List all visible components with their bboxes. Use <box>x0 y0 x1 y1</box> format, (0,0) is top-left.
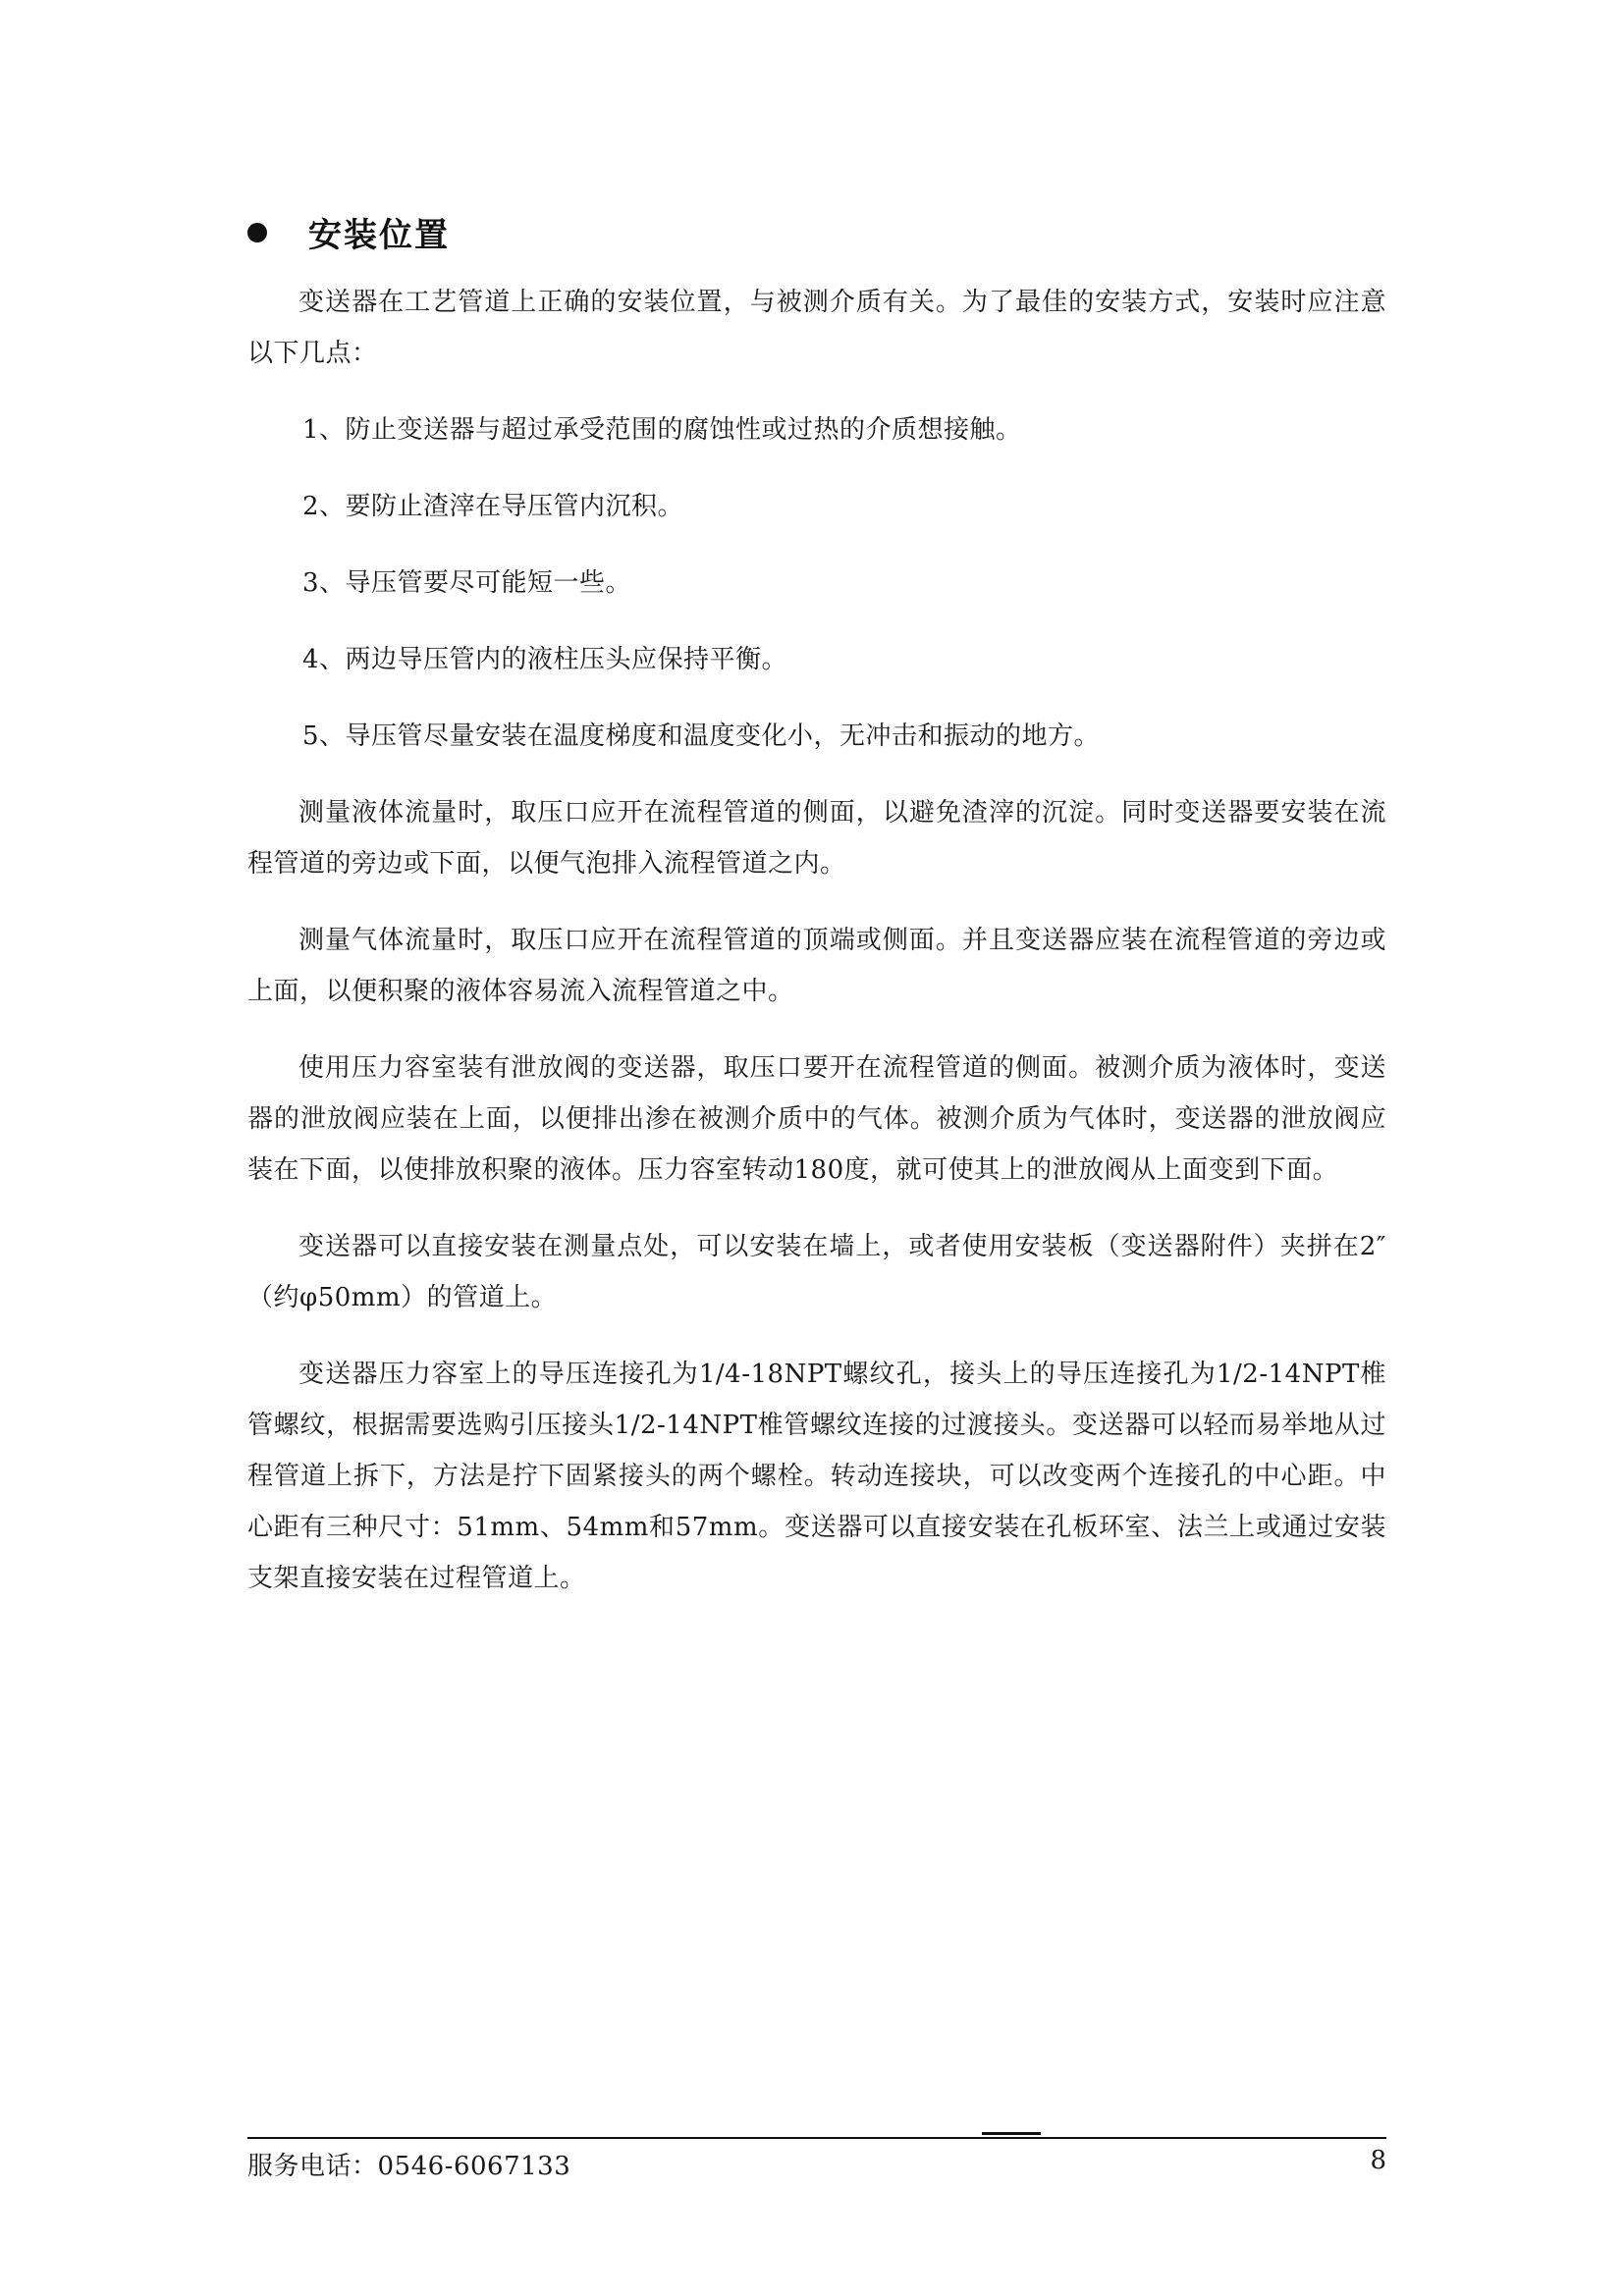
section-title: 安装位置 <box>308 216 450 255</box>
body-content <box>247 277 1386 1604</box>
relief-valve-paragraph: 使用压力容室装有泄放阀的变送器，取压口要开在流程管道的侧面。被测介质为液体时，变送器的泄放阀应装在上面，以便排出渗在被测介质中的气体。被测介质为气体时，变送器的泄放阀应装在下面，以使排放积聚的液体。压力容室转动180度，就可使其上的泄放阀从上面变到下面。 <box>247 1053 1386 1185</box>
page-number: 8 <box>1370 2146 1386 2175</box>
connection-paragraph: 变送器压力容室上的导压连接孔为1/4-18NPT螺纹孔，接头上的导压连接孔为1/2-14NPT椎管螺纹，根据需要选购引压接头1/2-14NPT椎管螺纹连接的过渡接头。变送器可以轻而易举地从过程管道上拆下，方法是拧下固紧接头的两个螺栓。转动连接块，可以改变两个连接孔的中心距。中心距有三种尺寸：51mm、54mm和57mm。变送器可以直接安装在孔板环室、法兰上或通过安装支架直接安装在过程管道上。 <box>247 1360 1386 1593</box>
gas-flow-paragraph: 测量气体流量时，取压口应开在流程管道的顶端或侧面。并且变送器应装在流程管道的旁边或上面，以便积聚的液体容易流入流程管道之中。 <box>247 926 1386 1006</box>
list-item: 4、两边导压管内的液柱压头应保持平衡。 <box>302 645 788 674</box>
service-phone: 服务电话：0546-6067133 <box>247 2152 571 2181</box>
footer-divider <box>247 2137 1386 2139</box>
liquid-flow-paragraph: 测量液体流量时，取压口应开在流程管道的侧面，以避免渣滓的沉淀。同时变送器要安装在流程管道的旁边或下面，以便气泡排入流程管道之内。 <box>247 798 1386 879</box>
intro-paragraph: 变送器在工艺管道上正确的安装位置，与被测介质有关。为了最佳的安装方式，安装时应注意以下几点： <box>247 288 1386 368</box>
bullet-icon <box>247 223 267 242</box>
installation-points-list <box>247 404 1386 762</box>
list-item: 2、要防止渣滓在导压管内沉积。 <box>302 492 684 521</box>
list-item: 1、防止变送器与超过承受范围的腐蚀性或过热的介质想接触。 <box>302 415 1022 445</box>
list-item: 5、导压管尽量安装在温度梯度和温度变化小，无冲击和振动的地方。 <box>302 721 1101 751</box>
list-item: 3、导压管要尽可能短一些。 <box>302 568 632 598</box>
footer-divider-mark <box>982 2132 1041 2135</box>
mounting-paragraph: 变送器可以直接安装在测量点处，可以安装在墙上，或者使用安装板（变送器附件）夹拼在2″（约φ50mm）的管道上。 <box>247 1232 1386 1312</box>
section-heading <box>247 208 450 256</box>
